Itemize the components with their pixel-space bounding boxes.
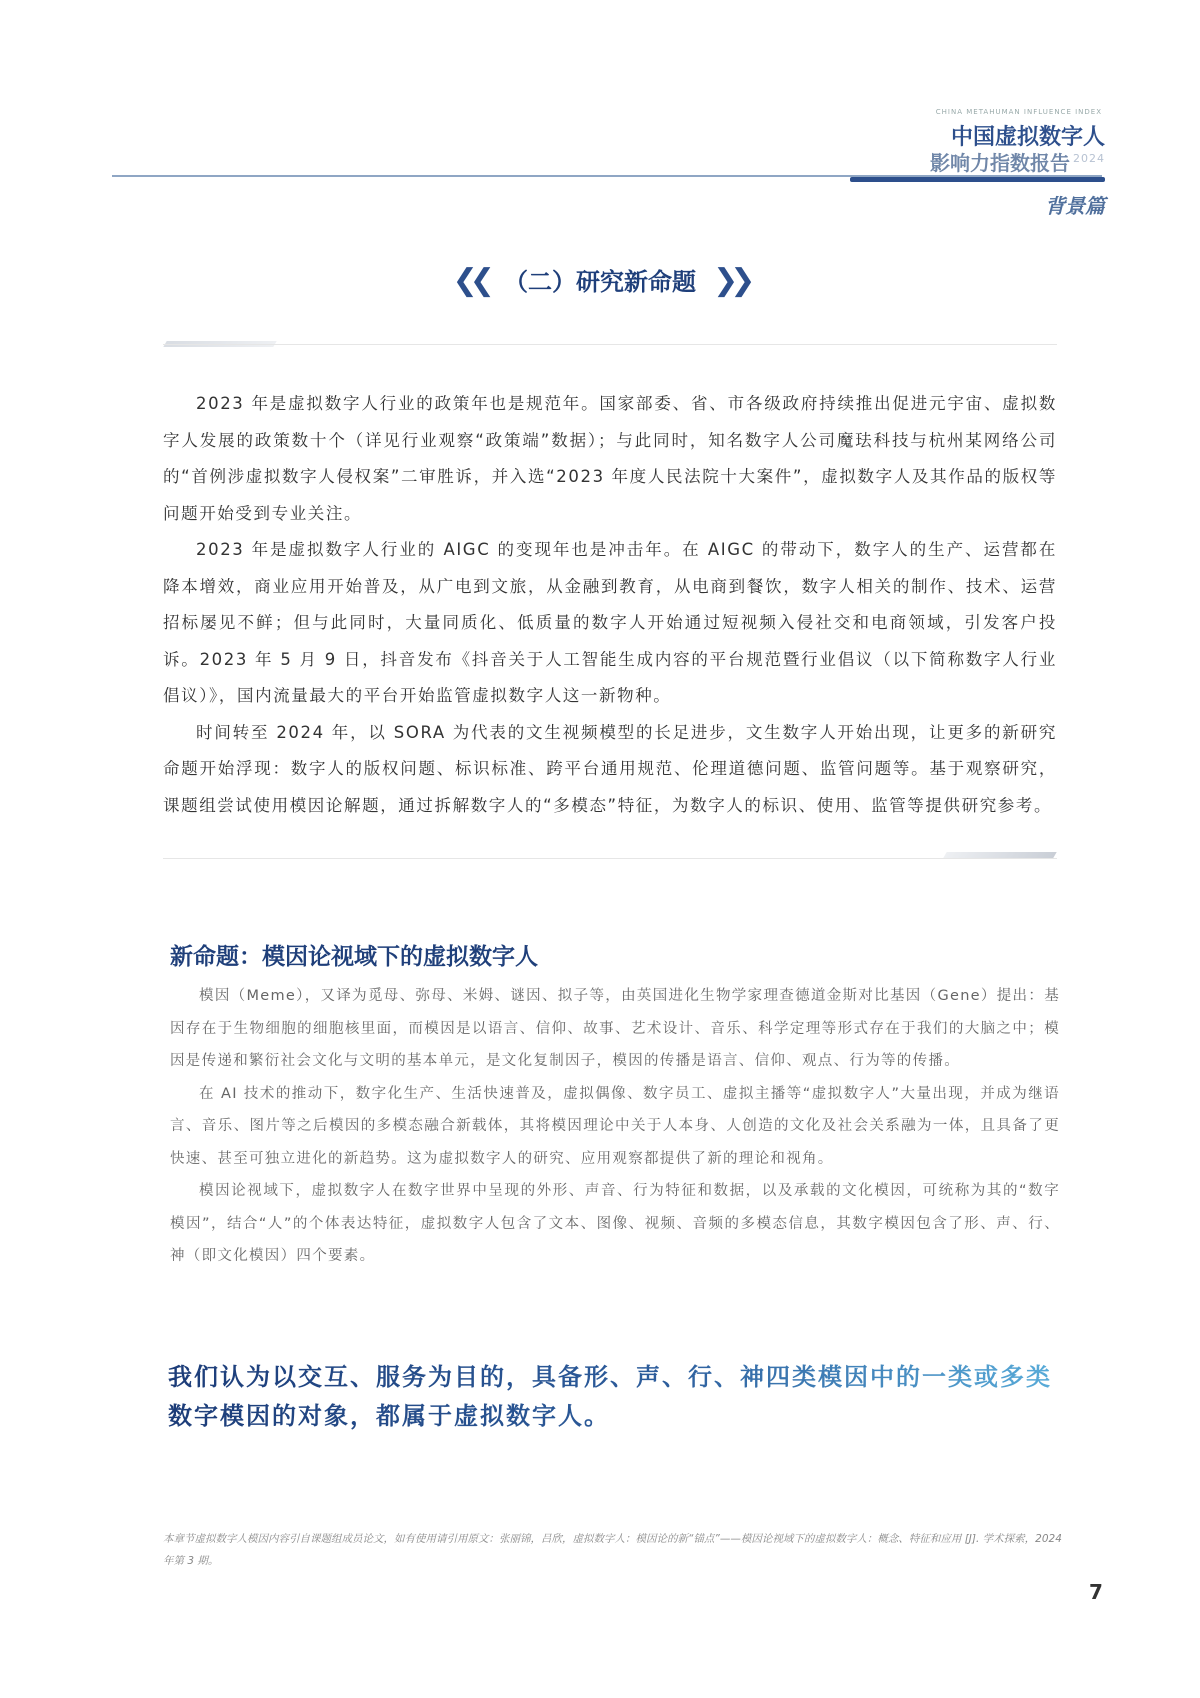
- meme-section: [170, 980, 1060, 1273]
- paragraph: 模因（Meme），又译为觅母、弥母、米姆、谜因、拟子等，由英国进化生物学家理查德道金斯对比基因（Gene）提出：基因存在于生物细胞的细胞核里面，而模因是以语言、信仰、故事、艺术设计、音乐、科学定理等形式存在于我们的大脑之中；模因是传递和繁衍社会文化与文明的基本单元，是文化复制因子，模因的传播是语言、信仰、观点、行为等的传播。: [170, 988, 1060, 1069]
- paragraph: 2023 年是虚拟数字人行业的政策年也是规范年。国家部委、省、市各级政府持续推出促进元宇宙、虚拟数字人发展的政策数十个（详见行业观察“政策端”数据）；与此同时，知名数字人公司魔珐科技与杭州某网络公司的“首例涉虚拟数字人侵权案”二审胜诉，并入选“2023 年度人民法院十大案件”，虚拟数字人及其作品的版权等问题开始受到专业关注。: [163, 394, 1057, 523]
- key-statement: 我们认为以交互、服务为目的，具备形、声、行、神四类模因中的一类或多类数字模因的对象，都属于虚拟数字人。: [168, 1358, 1068, 1436]
- double-chevron-right-icon: ❯❯: [713, 263, 748, 298]
- header-subtitle-en: CHINA METAHUMAN INFLUENCE INDEX: [935, 108, 1102, 116]
- paragraph: 模因论视域下，虚拟数字人在数字世界中呈现的外形、声音、行为特征和数据，以及承载的文化模因，可统称为其的“数字模因”，结合“人”的个体表达特征，虚拟数字人包含了文本、图像、视频、音频的多模态信息，其数字模因包含了形、声、行、神（即文化模因）四个要素。: [170, 1183, 1060, 1264]
- footnote: 本章节虚拟数字人模因内容引自课题组成员论文，如有使用请引用原文：张丽锦，吕欣，虚拟数字人：模因论的新“锚点”——模因论视域下的虚拟数字人：概念、特征和应用 [J]. 学术探索，2024 年第 3 期。: [163, 1533, 1062, 1567]
- decorative-stripe: [943, 852, 1056, 858]
- divider-bottom: [163, 858, 1057, 859]
- page-number: 7: [1089, 1580, 1103, 1604]
- header-year: 2024: [1073, 152, 1105, 165]
- section-banner: [0, 262, 1200, 298]
- header-section-label: 背景篇: [1045, 194, 1105, 218]
- paragraph: 在 AI 技术的推动下，数字化生产、生活快速普及，虚拟偶像、数字员工、虚拟主播等“虚拟数字人”大量出现，并成为继语言、音乐、图片等之后模因的多模态融合新载体，其将模因理论中关于人本身、人创造的文化及社会关系融为一体，且具备了更快速、甚至可独立进化的新趋势。这为虚拟数字人的研究、应用观察都提供了新的理论和视角。: [170, 1085, 1060, 1167]
- section-heading: 新命题：模因论视域下的虚拟数字人: [170, 944, 538, 970]
- paragraph: 2023 年是虚拟数字人行业的 AIGC 的变现年也是冲击年。在 AIGC 的带动下，数字人的生产、运营都在降本增效，商业应用开始普及，从广电到文旅，从金融到教育，从电商到餐饮，数字人相关的制作、技术、运营招标屡见不鲜；但与此同时，大量同质化、低质量的数字人开始通过短视频入侵社交和电商领域，引发客户投诉。2023 年 5 月 9 日，抖音发布《抖音关于人工智能生成内容的平台规范暨行业倡议（以下简称数字人行业倡议）》，国内流量最大的平台开始监管虚拟数字人这一新物种。: [163, 540, 1057, 705]
- double-chevron-left-icon: ❮❮: [452, 263, 487, 298]
- banner-title: （二）研究新命题: [504, 268, 696, 296]
- header-title-line1: 中国虚拟数字人: [950, 124, 1105, 150]
- header-title-line2: 影响力指数报告: [930, 151, 1070, 175]
- header-accent-bar: [850, 177, 1105, 182]
- intro-section: [163, 386, 1057, 824]
- paragraph: 时间转至 2024 年，以 SORA 为代表的文生视频模型的长足进步，文生数字人开始出现，让更多的新研究命题开始浮现：数字人的版权问题、标识标准、跨平台通用规范、伦理道德问题、监管问题等。基于观察研究，课题组尝试使用模因论解题，通过拆解数字人的“多模态”特征，为数字人的标识、使用、监管等提供研究参考。: [163, 722, 1057, 815]
- divider-top: [163, 344, 1057, 345]
